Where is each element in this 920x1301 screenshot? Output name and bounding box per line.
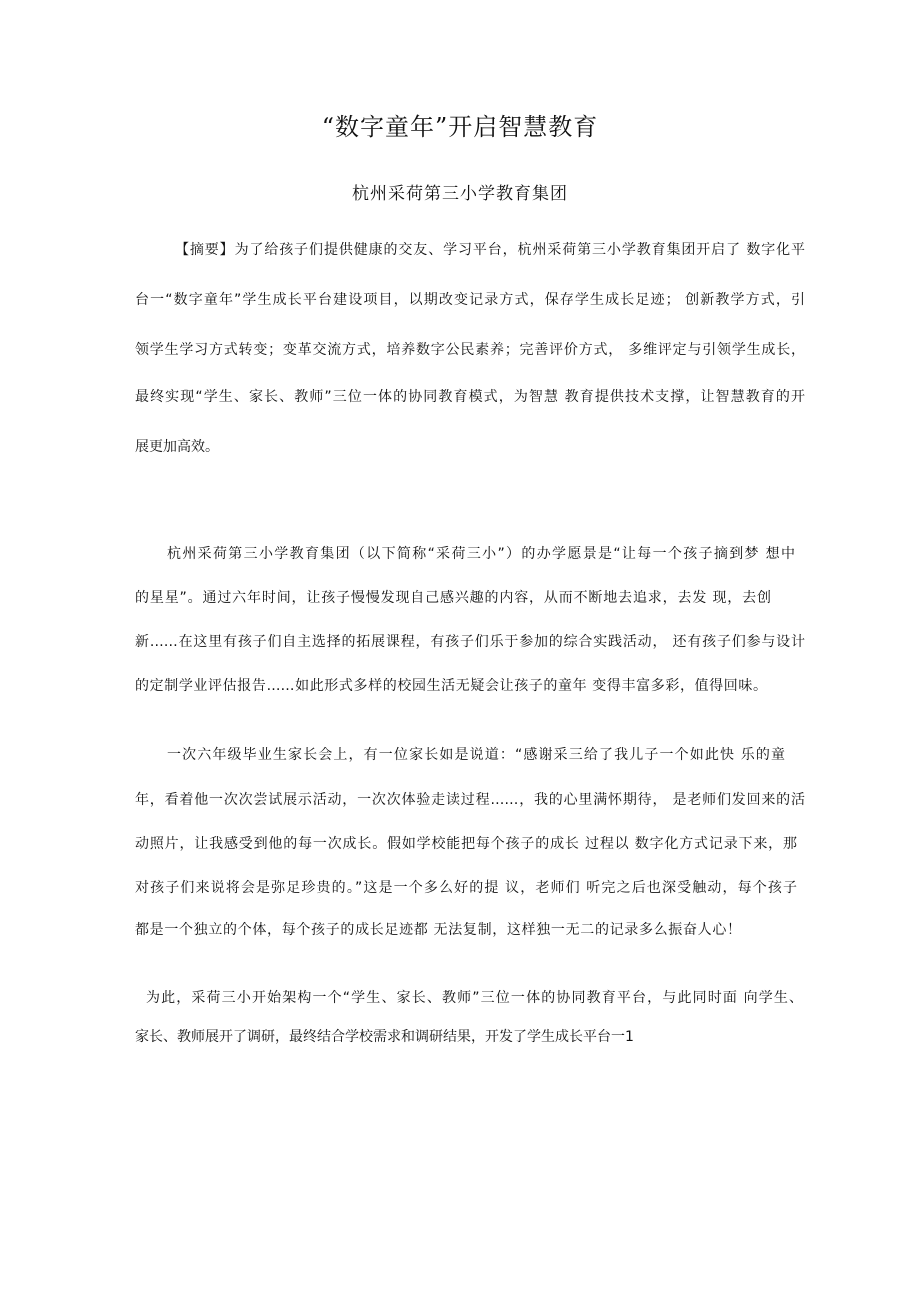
paragraph-line: 家长、教师展开了调研，最终结合学校需求和调研结果，开发了学生成长平台一1 [135, 1029, 634, 1045]
paragraph-line: 的星星”。通过六年时间，让孩子慢慢发现自己感兴趣的内容，从而不断地去追求，去发 现，去创 [135, 590, 771, 606]
paragraph-line: 的定制学业评估报告……如此形式多样的校园生活无疑会让孩子的童年 变得丰富多彩，值得回味。 [135, 678, 767, 694]
paragraph-line: 新……在这里有孩子们自主选择的拓展课程，有孩子们乐于参加的综合实践活动， 还有孩子们参与设计 [135, 634, 805, 650]
paragraph-line: 都是一个独立的个体，每个孩子的成长足迹都 无法复制，这样独一无二的记录多么振奋人心！ [135, 922, 741, 938]
abstract-line: 展更加高效。 [135, 439, 219, 455]
document-title: “数字童年”开启智慧教育 [321, 113, 599, 141]
paragraph-line: 杭州采荷第三小学教育集团（以下简称“采荷三小”）的办学愿景是“让每一个孩子摘到梦 想中 [167, 546, 795, 562]
abstract-line: 最终实现“学生、家长、教师”三位一体的协同教育模式，为智慧 教育提供技术支撑，让智慧教育的开 [135, 389, 805, 405]
paragraph-line: 动照片，让我感受到他的每一次成长。假如学校能把每个孩子的成长 过程以 数字化方式记录下来，那 [135, 836, 797, 852]
paragraph-line: 一次六年级毕业生家长会上，有一位家长如是说道：“感谢采三给了我儿子一个如此快 乐的童 [167, 747, 785, 763]
paragraph-line: 对孩子们来说将会是弥足珍贵的。”这是一个多么好的提 议，老师们 听完之后也深受触动，每个孩子 [135, 880, 797, 896]
paragraph-line: 为此，采荷三小开始架构一个“学生、家长、教师”三位一体的协同教育平台，与此同时面 向学生、 [146, 990, 803, 1006]
abstract-line: 台一“数字童年”学生成长平台建设项目，以期改变记录方式，保存学生成长足迹； 创新教学方式，引 [135, 292, 805, 308]
document-author: 杭州采荷第三小学教育集团 [352, 184, 568, 204]
abstract-line: 【摘要】为了给孩子们提供健康的交友、学习平台，杭州采荷第三小学教育集团开启了 数字化平 [175, 242, 805, 258]
abstract-line: 领学生学习方式转变；变革交流方式，培养数字公民素养；完善评价方式， 多维评定与引领学生成长， [135, 342, 805, 358]
paragraph-line: 年，看着他一次次尝试展示活动，一次次体验走读过程……，我的心里满怀期待， 是老师们发回来的活 [135, 792, 805, 808]
